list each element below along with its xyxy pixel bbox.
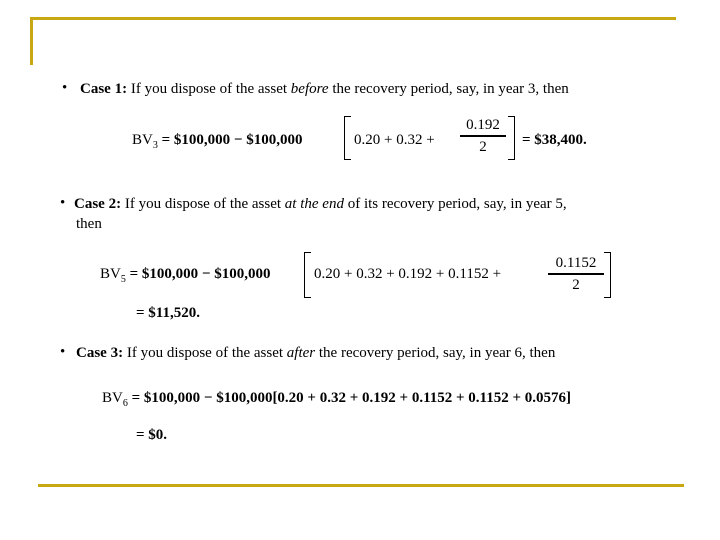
case3-eq-result — [136, 426, 167, 444]
case3-equation-lhs — [102, 389, 571, 413]
left-rule — [30, 17, 33, 65]
case2-equation-lhs — [100, 265, 270, 289]
top-rule — [30, 17, 676, 20]
case2-bullet: • — [60, 195, 66, 211]
case3-eq-body: = $100,000 − $100,000[0.20 + 0.32 + 0.192 + 0.1152 + 0.1152 + 0.0576] — [131, 390, 572, 406]
case1-bracket-left — [344, 116, 351, 160]
case1-fraction — [460, 116, 506, 156]
case2-text — [74, 195, 567, 213]
bottom-rule — [38, 484, 684, 487]
case3-text-em: after — [286, 345, 316, 361]
case3-bv-sub: 6 — [122, 398, 128, 409]
case2-bracket-right — [604, 252, 611, 298]
case2-eq-body: = $100,000 − $100,000 — [129, 266, 271, 282]
case2-bracket-left — [304, 252, 311, 298]
case2-eq-inside: 0.20 + 0.32 + 0.192 + 0.1152 + — [314, 266, 502, 282]
case1-eq-body: = $100,000 − $100,000 — [161, 132, 303, 148]
case1-bv: BV — [132, 132, 153, 148]
case2-frac-bar — [548, 273, 604, 275]
case1-frac-bar — [460, 135, 506, 137]
case1-eq-result — [522, 131, 587, 149]
case2-frac-num: 0.1152 — [555, 255, 597, 271]
case1-frac-num: 0.192 — [466, 117, 500, 133]
case2-label: Case 2: — [74, 196, 122, 212]
case2-bv-sub: 5 — [120, 274, 126, 285]
case3-bullet: • — [60, 344, 66, 360]
case1-text-pre: If you dispose of the asset — [127, 81, 291, 97]
case3-text — [76, 344, 555, 362]
case1-text-post: the recovery period, say, in year 3, then — [328, 81, 569, 97]
case3-text-post: the recovery period, say, in year 6, then — [315, 345, 556, 361]
case2-text-post: of its recovery period, say, in year 5, — [343, 196, 567, 212]
case2-text-line2: then — [76, 216, 102, 232]
case1-text — [80, 80, 569, 98]
case1-equation-lhs — [132, 131, 302, 155]
case2-result: = $11,520. — [136, 305, 200, 321]
case1-bullet: • — [62, 80, 68, 96]
case2-text-em: at the end — [284, 196, 344, 212]
case2-bv: BV — [100, 266, 121, 282]
case1-frac-den: 2 — [479, 138, 487, 155]
case1-bv-sub: 3 — [152, 140, 158, 151]
case1-bracket-right — [508, 116, 515, 160]
case3-result: = $0. — [136, 427, 168, 443]
case2-fraction — [548, 254, 604, 294]
case3-text-pre: If you dispose of the asset — [123, 345, 287, 361]
case2-text-pre: If you dispose of the asset — [121, 196, 285, 212]
case2-frac-den: 2 — [572, 276, 580, 293]
case1-label: Case 1: — [80, 81, 128, 97]
case3-bv: BV — [102, 390, 123, 406]
case1-eq-inside: 0.20 + 0.32 + — [354, 132, 435, 148]
case1-result: = $38,400. — [522, 132, 587, 148]
case1-text-em: before — [290, 81, 329, 97]
case3-label: Case 3: — [76, 345, 124, 361]
case2-eq-result — [136, 304, 200, 322]
